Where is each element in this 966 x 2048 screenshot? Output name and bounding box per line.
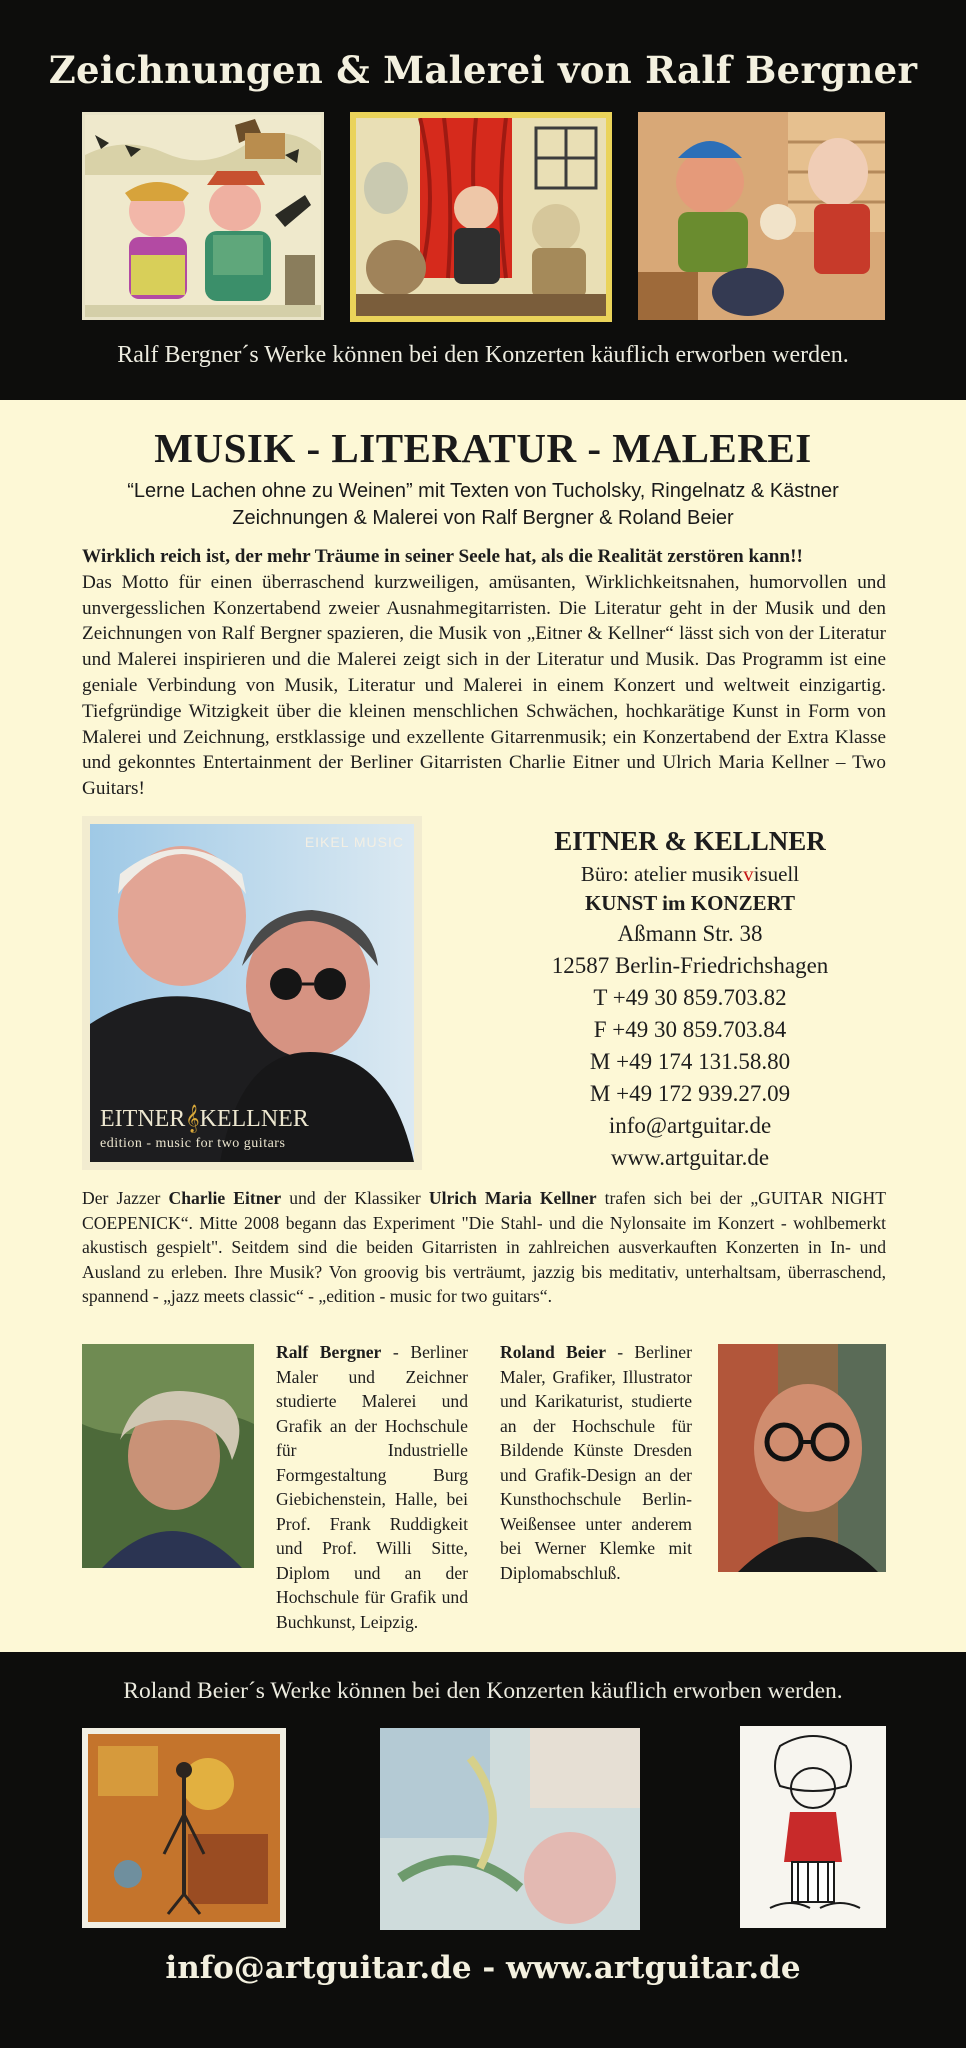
intro-paragraph [82, 544, 886, 802]
contact-name: EITNER & KELLNER [554, 826, 826, 856]
cd-cover [82, 816, 422, 1170]
contact-email[interactable]: info@artguitar.de [608, 1113, 772, 1138]
beier-artwork-caricature [740, 1726, 886, 1928]
beier-artwork-pastel [380, 1728, 640, 1930]
beier-photo [718, 1344, 886, 1572]
motto: Wirklich reich ist, der mehr Träume in seiner Seele hat, als die Realität zerstören kann!! [82, 546, 803, 567]
cd-edition: edition - music for two guitars [100, 1136, 286, 1151]
footer-contact[interactable]: info@artguitar.de - www.artguitar.de [165, 1950, 801, 1986]
duo-text-1: Der Jazzer [82, 1188, 169, 1208]
contact-phone: T +49 30 859.703.82 [593, 985, 787, 1010]
contact-web[interactable]: www.artguitar.de [610, 1145, 770, 1170]
contact-office [500, 860, 880, 888]
beier-bio [500, 1340, 692, 1585]
intro-text: Das Motto für einen überraschend kurzweiligen, amüsanten, Wirklichkeitsnahen, humorvollen und unvergesslichen Konzertabend zweier Ausnahmegitarristen. Die Literatur geht in der Musik und den Zeichnungen von Ralf Bergner spazieren, die Musik von „Eitner & Kellner“ lässt sich von der Literatur und Malerei inspirieren und die Malerei zeigt sich in der Literatur und Musik. Das Programm ist eine geniale Verbindung von Musik, Literatur und Malerei in einem Konzert und weltweit einzigartig. Tiefgründige Witzigkeit über die kleinen menschlichen Schwächen, hochkarätige Kunst in Form von Malerei und Zeichnung, erstklassige und exzellente Gitarrenmusik; ein Konzertabend der Extra Klasse und gekonntes Entertainment der Berliner Gitarristen Charlie Eitner und Ulrich Maria Kellner – Two Guitars! [82, 571, 886, 800]
header-title: Zeichnungen & Malerei von Ralf Bergner [48, 48, 918, 92]
header-note: Ralf Bergner´s Werke können bei den Konzerten käuflich erworben werden. [117, 342, 849, 368]
subtitle-program: “Lerne Lachen ohne zu Weinen” mit Texten von Tucholsky, Ringelnatz & Kästner [127, 480, 839, 502]
main-title: MUSIK - LITERATUR - MALEREI [154, 425, 812, 471]
bergner-artwork-couple [82, 112, 324, 320]
contact-city: 12587 Berlin-Friedrichshagen [551, 953, 829, 978]
duo-paragraph [82, 1186, 886, 1309]
bergner-text: - Berliner Maler und Zeichner studierte Malerei und Grafik an der Hochschule für Industrielle Formgestaltung Burg Giebichenstein, Halle, bei Prof. Frank Ruddigkeit und Prof. Willi Sitte, Diplom und an der Hochschule für Grafik und Buchkunst, Leipzig. [276, 1342, 468, 1632]
contact-mobile-1: M +49 174 131.58.80 [589, 1049, 791, 1074]
cd-label: EIKEL MUSIC [304, 834, 404, 850]
name-eitner: Charlie Eitner [168, 1188, 282, 1208]
footer-note: Roland Beier´s Werke können bei den Konzerten käuflich erworben werden. [123, 1678, 843, 1704]
name-kellner: Ulrich Maria Kellner [428, 1188, 597, 1208]
duo-text-2: und der Klassiker [281, 1188, 429, 1208]
contact-block [500, 822, 880, 1174]
contact-street: Aßmann Str. 38 [617, 921, 763, 946]
duo-text-3: trafen sich bei der „GUITAR NIGHT COEPENICK“. Mitte 2008 begann das Experiment "Die Stahl- und die Nylonsaite im Konzert - wohlbemerkt akustisch gespielt". Seitdem sind die beiden Gitarristen in zahlreichen ausverkauften Konzerten in In- und Ausland zu erleben. Ihre Musik? Von groovig bis verträumt, jazzig bis meditativ, unterhaltsam, überraschend, spannend - „jazz meets classic“ - „edition - music for two guitars“. [82, 1188, 886, 1307]
beier-name: Roland Beier [500, 1342, 607, 1362]
bergner-photo [82, 1344, 254, 1568]
subtitle-artists: Zeichnungen & Malerei von Ralf Bergner & Roland Beier [232, 507, 734, 529]
bergner-bio [276, 1340, 468, 1634]
cd-band-name [100, 1106, 309, 1133]
cd-band-right: KELLNER [199, 1106, 309, 1132]
contact-mobile-2: M +49 172 939.27.09 [589, 1081, 791, 1106]
bergner-name: Ralf Bergner [276, 1342, 382, 1362]
bergner-artwork-curtain [350, 112, 612, 322]
office-prefix: Büro: atelier musik [580, 862, 744, 886]
beier-artwork-texture [82, 1728, 286, 1928]
beier-text: - Berliner Maler, Grafiker, Illustrator und Karikaturist, studierte an der Hochschule für Bildende Künste Dresden und Grafik-Design an der Kunsthochschule Berlin-Weißensee unter anderem bei Werner Klemke mit Diplomabschluß. [500, 1342, 692, 1583]
contact-fax: F +49 30 859.703.84 [593, 1017, 787, 1042]
treble-clef-icon: 𝄞 [185, 1106, 200, 1132]
bergner-artwork-figures [638, 112, 885, 320]
office-accent: v [743, 862, 754, 886]
office-suffix: isuell [753, 862, 800, 886]
contact-kunst: KUNST im KONZERT [584, 891, 796, 915]
cd-cover-image [90, 824, 414, 1162]
cd-band-left: EITNER [100, 1106, 186, 1132]
